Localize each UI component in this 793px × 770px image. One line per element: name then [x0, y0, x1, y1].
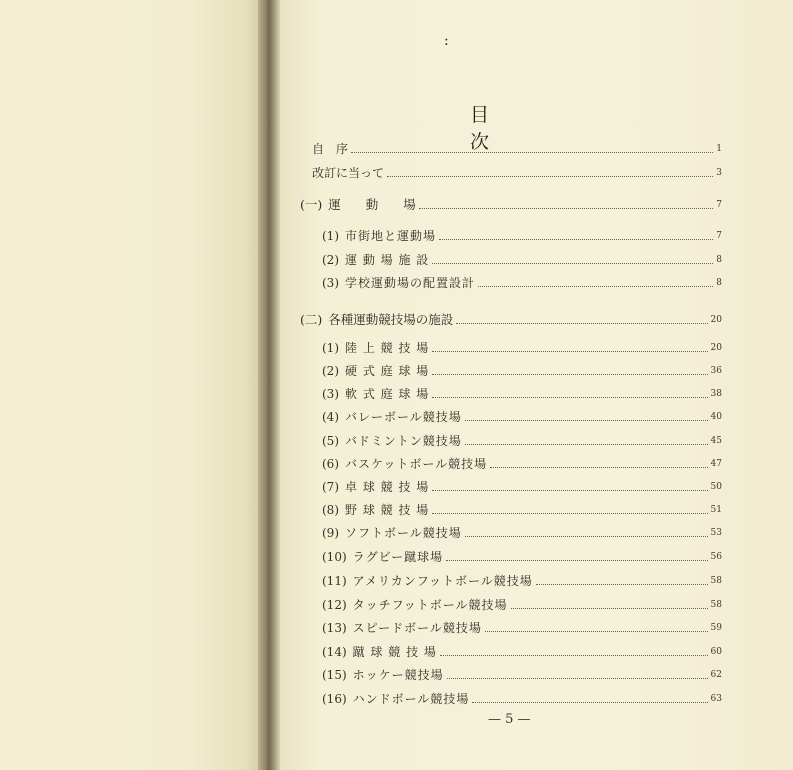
toc-page: 8 [716, 278, 722, 288]
toc-page: 7 [716, 200, 722, 210]
toc-section-row [322, 522, 722, 540]
section-label: バレーボール競技場 [345, 410, 462, 424]
dot-leader [490, 467, 707, 468]
page-title: 目 次 [470, 104, 577, 153]
section-label: 軟 式 庭 球 場 [345, 387, 430, 401]
section-number: (6) [322, 457, 339, 471]
section-number: (1) [322, 341, 339, 355]
section-number: (15) [322, 668, 347, 682]
dot-leader [465, 420, 708, 421]
toc-page: 53 [710, 528, 722, 538]
toc-section-row [322, 570, 722, 588]
dot-leader [432, 374, 707, 375]
dot-leader [440, 655, 708, 656]
toc-section-row [322, 360, 722, 378]
dot-leader [447, 678, 708, 679]
dot-leader [536, 584, 708, 585]
dot-leader [465, 536, 708, 537]
section-number: (13) [322, 621, 347, 635]
dot-leader [485, 631, 708, 632]
toc-page: 60 [710, 647, 722, 657]
dot-leader [472, 702, 707, 703]
dot-leader [432, 263, 713, 264]
toc-section-row [322, 225, 722, 243]
toc-section-row [322, 688, 722, 706]
chapter-label: 運 動 場 [328, 197, 416, 212]
dot-leader [432, 490, 707, 491]
section-label: バドミントン競技場 [345, 434, 462, 448]
toc-section-row [322, 430, 722, 448]
toc-chapter-row [300, 194, 722, 212]
toc-page: 62 [710, 670, 722, 680]
section-label: 学校運動場の配置設計 [345, 276, 476, 290]
section-label: 陸 上 競 技 場 [345, 341, 430, 355]
toc-page: 45 [710, 436, 722, 446]
section-label: 運 動 場 施 設 [345, 253, 430, 267]
dot-leader [387, 176, 713, 177]
section-label: ハンドボール競技場 [352, 692, 470, 706]
toc-page: 20 [710, 343, 722, 353]
left-page [0, 0, 266, 770]
section-label: アメリカンフットボール競技場 [352, 574, 533, 588]
section-number: (8) [322, 503, 339, 517]
toc-section-row [322, 617, 722, 635]
toc-section-row [322, 499, 722, 517]
toc-page: 1 [716, 144, 722, 154]
section-label: 野 球 競 技 場 [345, 503, 430, 517]
toc-section-row [322, 664, 722, 682]
section-label: 硬 式 庭 球 場 [345, 364, 430, 378]
section-label: スピードボール競技場 [352, 621, 482, 635]
section-number: (11) [322, 574, 347, 588]
section-label: 卓 球 競 技 場 [345, 480, 430, 494]
section-number: (3) [322, 276, 339, 290]
dot-leader [432, 397, 707, 398]
toc-section-row [322, 406, 722, 424]
toc-page: 8 [716, 255, 722, 265]
toc-page: 38 [710, 389, 722, 399]
section-label: 蹴 球 競 技 場 [352, 645, 437, 659]
section-number: (3) [322, 387, 339, 401]
dot-leader [456, 323, 707, 324]
section-number: (4) [322, 410, 339, 424]
chapter-number: (一) [300, 197, 323, 212]
section-number: (1) [322, 229, 339, 243]
toc-page: 50 [710, 482, 722, 492]
section-label: タッチフットボール競技場 [352, 598, 508, 612]
dot-leader [478, 286, 713, 287]
book-gutter [258, 0, 280, 770]
toc-label: 改訂に当って [312, 166, 385, 180]
dot-leader [439, 239, 713, 240]
toc-page: 20 [710, 315, 722, 325]
dot-leader [351, 152, 713, 153]
section-number: (2) [322, 253, 339, 267]
section-number: (5) [322, 434, 339, 448]
toc-page: 40 [710, 412, 722, 422]
section-label: ホッケー競技場 [352, 668, 444, 682]
toc-section-row [322, 594, 722, 612]
toc-page: 47 [710, 459, 722, 469]
section-label: バスケットボール競技場 [345, 457, 488, 471]
toc-section-row [322, 337, 722, 355]
section-label: ソフトボール競技場 [345, 526, 462, 540]
toc-section-row [322, 383, 722, 401]
toc-page: 3 [716, 168, 722, 178]
toc-label: 自 序 [312, 142, 349, 156]
toc-page: 51 [710, 505, 722, 515]
toc-row [300, 138, 722, 156]
ink-mark: : [444, 33, 449, 49]
section-number: (14) [322, 645, 347, 659]
section-number: (7) [322, 480, 339, 494]
toc-section-row [322, 249, 722, 267]
toc-row [300, 162, 722, 180]
toc-section-row [322, 641, 722, 659]
section-label: 市街地と運動場 [345, 229, 437, 243]
page-number-footer: — 5 — [488, 712, 531, 727]
toc-page: 63 [710, 694, 722, 704]
toc-section-row [322, 546, 722, 564]
chapter-label: 各種運動競技場の施設 [328, 312, 454, 327]
section-number: (9) [322, 526, 339, 540]
toc-section-row [322, 453, 722, 471]
section-number: (16) [322, 692, 347, 706]
section-number: (10) [322, 550, 347, 564]
toc-section-row [322, 272, 722, 290]
toc-page: 56 [710, 552, 722, 562]
dot-leader [419, 208, 713, 209]
dot-leader [465, 444, 708, 445]
dot-leader [432, 351, 707, 352]
dot-leader [446, 560, 707, 561]
toc-page: 36 [710, 366, 722, 376]
toc-section-row [322, 476, 722, 494]
dot-leader [511, 608, 708, 609]
section-number: (12) [322, 598, 347, 612]
section-number: (2) [322, 364, 339, 378]
toc-page: 58 [710, 600, 722, 610]
chapter-number: (二) [300, 312, 323, 327]
toc-page: 59 [710, 623, 722, 633]
dot-leader [432, 513, 707, 514]
section-label: ラグビー蹴球場 [352, 550, 444, 564]
toc-chapter-row [300, 309, 722, 327]
toc-page: 7 [716, 231, 722, 241]
toc-page: 58 [710, 576, 722, 586]
